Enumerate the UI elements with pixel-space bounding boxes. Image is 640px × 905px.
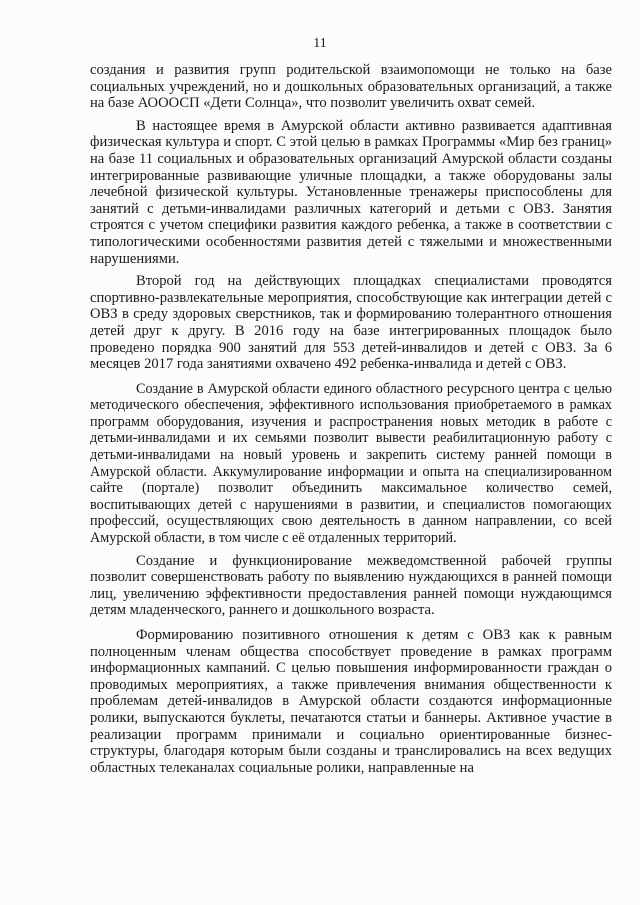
page-number: 11: [313, 36, 327, 51]
paragraph-resource-center: Создание в Амурской области единого областного ресурсного центра с целью методического обеспечения, эффективного использования приобретаемого в рамках программ оборудования, изучения и распространения новых методик в работе с детьми-инвалидами и их семьями позволит вывести реабилитационную работу с детьми-инвалидами на новый уровень и закрепить систему ранней помощи в Амурской области. Аккумулирование информации и опыта на специализированном сайте (портале) позволит объединить максимальное количество семей, воспитывающих детей с нарушениями в развитии, и специалистов помогающих профессий, осуществляющих свою деятельность в данном направлении, со всей Амурской области, в том числе с её отдаленных территорий.: [90, 380, 612, 547]
document-body: [90, 62, 612, 776]
paragraph-sports-events: Второй год на действующих площадках специалистами проводятся спортивно-развлекательные мероприятия, способствующие как интеграции детей с ОВЗ в среду здоровых сверстников, так и формированию толерантного отношения детей друг к другу. В 2016 году на базе интегрированных площадок было проведено порядка 900 занятий для 553 детей-инвалидов и детей с ОВЗ. За 6 месяцев 2017 года занятиями охвачено 492 ребенка-инвалида и детей с ОВЗ.: [90, 273, 612, 373]
paragraph-adaptive-sport: В настоящее время в Амурской области активно развивается адаптивная физическая культура и спорт. С этой целью в рамках Программы «Мир без границ» на базе 11 социальных и образовательных организаций Амурской области созданы интегрированные развивающие уличные площадки, а также оборудованы залы лечебной физической культуры. Установленные тренажеры приспособлены для занятий с детьми-инвалидами различных категорий и детьми с ОВЗ. Занятия строятся с учетом специфики развития каждого ребенка, а также в соответствии с типологическими особенностями развития детей с тяжелыми и множественными нарушениями.: [90, 117, 612, 267]
paragraph-continuation: создания и развития групп родительской взаимопомощи не только на базе социальных учреждений, но и дошкольных образовательных организаций, а также на базе АОООСП «Дети Солнца», что позволит увеличить охват семей.: [90, 62, 612, 112]
paragraph-working-group: Создание и функционирование межведомственной рабочей группы позволит совершенствовать работу по выявлению нуждающихся в ранней помощи лиц, увеличению эффективности предоставления ранней помощи нуждающимся детям младенческого, раннего и дошкольного возраста.: [90, 552, 612, 619]
paragraph-information-campaigns: Формированию позитивного отношения к детям с ОВЗ как к равным полноценным членам общества способствует проведение в рамках программ информационных кампаний. С целью повышения информированности граждан о проводимых мероприятиях, а также привлечения внимания общественности к проблемам детей-инвалидов в Амурской области создаются информационные ролики, выпускаются буклеты, печатаются статьи и баннеры. Активное участие в реализации программ принимали и социально ориентированные бизнес-структуры, благодаря которым были созданы и транслировались на всех ведущих областных телеканалах социальные ролики, направленные на: [90, 627, 612, 776]
